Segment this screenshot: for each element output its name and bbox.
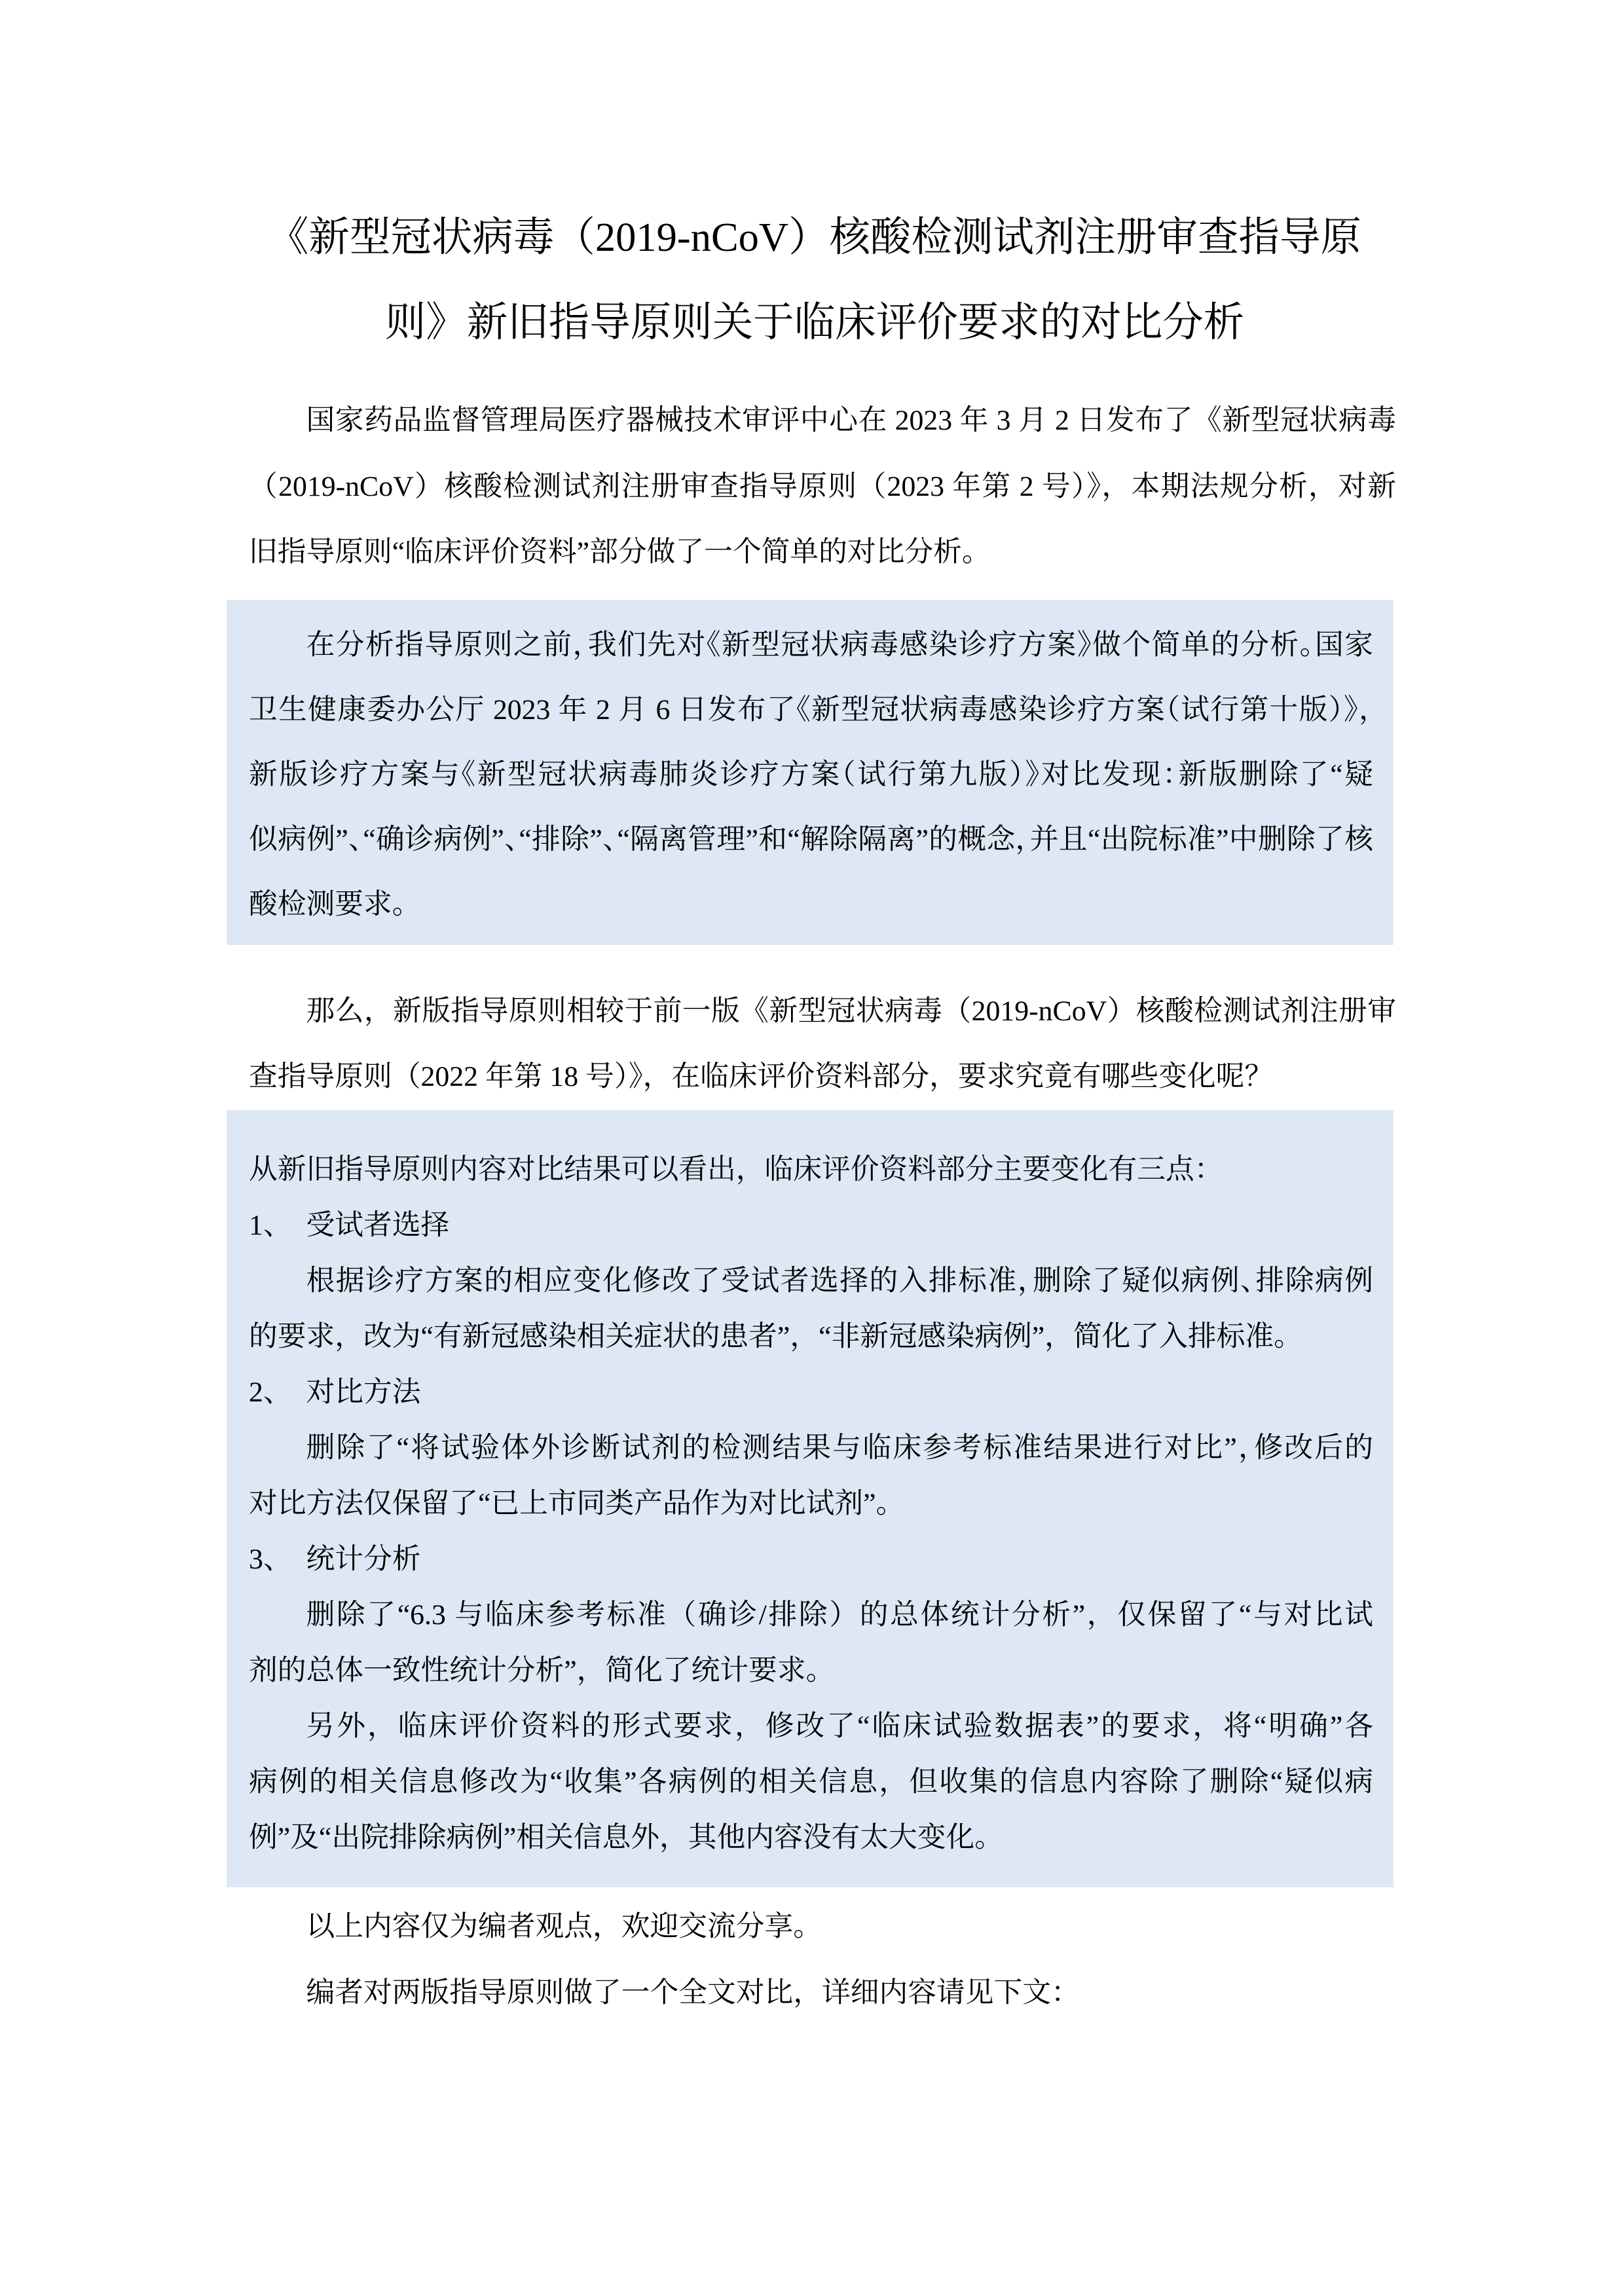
- intro-line: 国家药品监督管理局医疗器械技术审评中心在 2023 年 3 月 2 日发布了《新型冠状病毒: [306, 405, 1396, 436]
- item-number: 1、: [249, 1210, 292, 1241]
- item-label: 受试者选择: [306, 1210, 450, 1241]
- additional-line: 另外，临床评价资料的形式要求，修改了“临床试验数据表”的要求，将“明确”各: [306, 1711, 1373, 1742]
- item-heading: [249, 1540, 1373, 1579]
- summary-lead: 从新旧指导原则内容对比结果可以看出，临床评价资料部分主要变化有三点：: [249, 1154, 1223, 1185]
- intro-line: （2019-nCoV）核酸检测试剂注册审查指导原则（2023 年第 2 号）》，本期法规分析，对新: [249, 471, 1396, 502]
- note-line: 酸检测要求。: [249, 889, 421, 920]
- item-heading: [249, 1373, 1373, 1412]
- title-line: 《新型冠状病毒（2019-nCoV）核酸检测试剂注册审查指导原: [267, 214, 1362, 260]
- item-number: 3、: [249, 1544, 292, 1575]
- note-line: 卫生健康委办公厅 2023 年 2 月 6 日发布了《新型冠状病毒感染诊疗方案（试行第十版）》，: [249, 694, 1373, 726]
- intro-line: 旧指导原则“临床评价资料”部分做了一个简单的对比分析。: [249, 536, 991, 568]
- closing-line: 以上内容仅为编者观点，欢迎交流分享。: [306, 1911, 822, 1942]
- item-body-line: 的要求，改为“有新冠感染相关症状的患者”，“非新冠感染病例”，简化了入排标准。: [249, 1321, 1302, 1352]
- closing-line: 编者对两版指导原则做了一个全文对比，详细内容请见下文：: [306, 1977, 1080, 2009]
- summary-box: [227, 1110, 1393, 1887]
- item-body-line: 对比方法仅保留了“已上市同类产品作为对比试剂”。: [249, 1488, 905, 1519]
- item-body-line: 根据诊疗方案的相应变化修改了受试者选择的入排标准，删除了疑似病例、排除病例: [306, 1265, 1373, 1297]
- note-box: [227, 600, 1393, 945]
- item-body-line: 剂的总体一致性统计分析”，简化了统计要求。: [249, 1655, 835, 1686]
- additional-line: 例”及“出院排除病例”相关信息外，其他内容没有太大变化。: [249, 1822, 1004, 1853]
- item-number: 2、: [249, 1377, 292, 1408]
- additional-line: 病例的相关信息修改为“收集”各病例的相关信息，但收集的信息内容除了删除“疑似病: [249, 1766, 1373, 1798]
- item-heading: [249, 1206, 1373, 1245]
- item-label: 对比方法: [306, 1377, 421, 1408]
- item-body-line: 删除了“6.3 与临床参考标准（确诊/排除）的总体统计分析”，仅保留了“与对比试: [306, 1599, 1373, 1631]
- note-line: 似病例”、“确诊病例”、“排除”、“隔离管理”和“解除隔离”的概念，并且“出院标准”中删除了核: [249, 824, 1373, 855]
- note-line: 新版诊疗方案与《新型冠状病毒肺炎诊疗方案（试行第九版）》对比发现：新版删除了“疑: [249, 759, 1373, 790]
- item-body-line: 删除了“将试验体外诊断试剂的检测结果与临床参考标准结果进行对比”，修改后的: [306, 1432, 1373, 1464]
- item-label: 统计分析: [306, 1544, 421, 1575]
- question-line: 查指导原则（2022 年第 18 号）》，在临床评价资料部分，要求究竟有哪些变化呢？: [249, 1061, 1274, 1092]
- title-line: 则》新旧指导原则关于临床评价要求的对比分析: [384, 299, 1245, 345]
- question-line: 那么，新版指导原则相较于前一版《新型冠状病毒（2019-nCoV）核酸检测试剂注册审: [306, 995, 1396, 1027]
- note-line: 在分析指导原则之前，我们先对《新型冠状病毒感染诊疗方案》做个简单的分析。国家: [306, 629, 1373, 661]
